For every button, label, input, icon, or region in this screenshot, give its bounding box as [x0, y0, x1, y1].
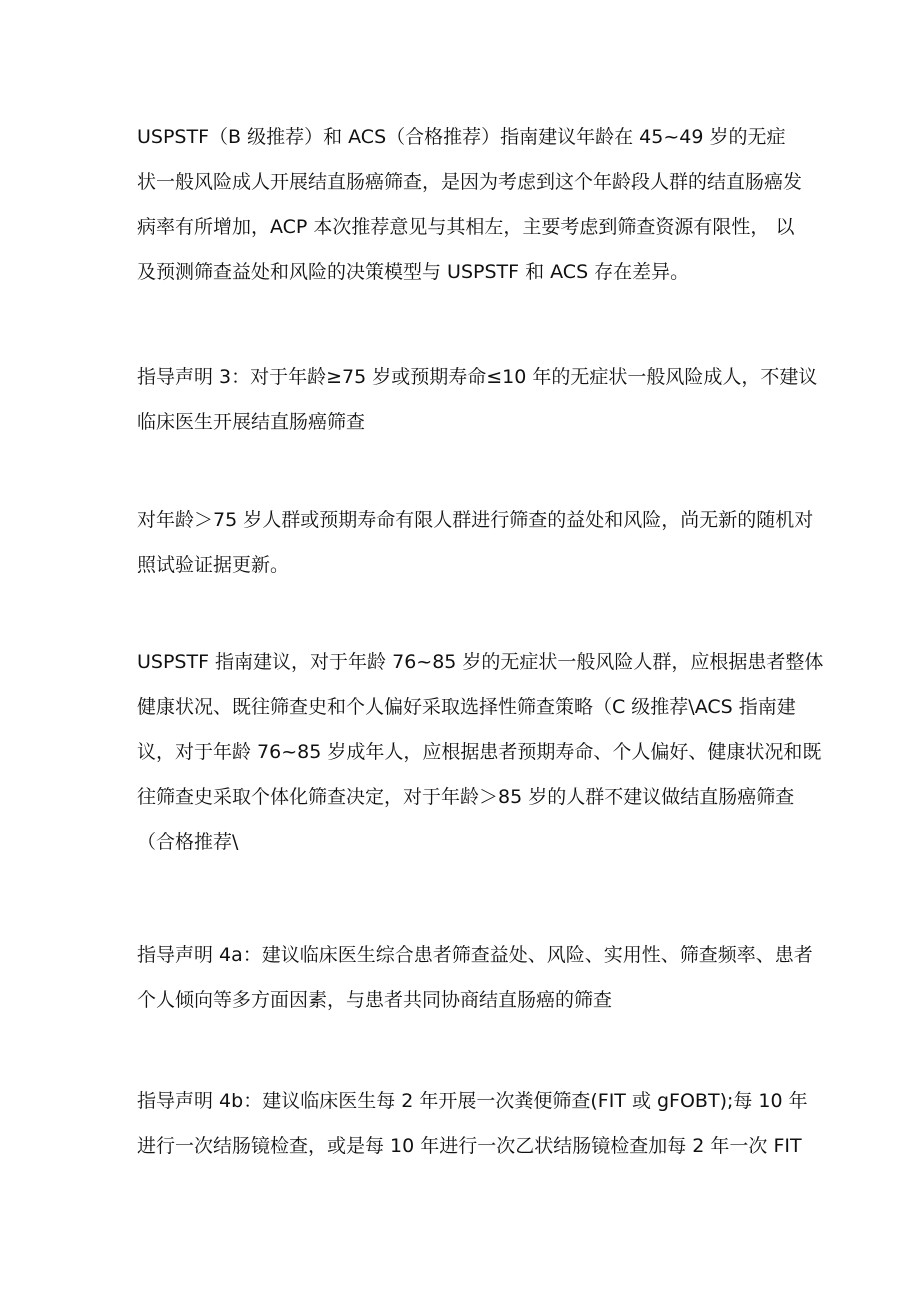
text-line: USPSTF 指南建议，对于年龄 76~85 岁的无症状一般风险人群，应根据患者整体	[137, 651, 824, 673]
paragraph-statement-4b	[137, 1079, 808, 1169]
text-line: 指导声明 3：对于年龄≥75 岁或预期寿命≤10 年的无症状一般风险成人，不建议	[137, 366, 818, 388]
text-line: 及预测筛查益处和风险的决策模型与 USPSTF 和 ACS 存在差异。	[137, 261, 690, 283]
text-line: 照试验证据更新。	[137, 554, 290, 576]
text-line: 往筛查史采取个体化筛查决定，对于年龄＞85 岁的人群不建议做结直肠癌筛查	[137, 786, 795, 808]
text-line: 临床医生开展结直肠癌筛查	[137, 411, 366, 433]
text-line: 对年龄＞75 岁人群或预期寿命有限人群进行筛查的益处和风险，尚无新的随机对	[137, 509, 814, 531]
text-line: 状一般风险成人开展结直肠癌筛查，是因为考虑到这个年龄段人群的结直肠癌发	[137, 171, 803, 193]
text-line: 指导声明 4a：建议临床医生综合患者筛查益处、风险、实用性、筛查频率、患者	[137, 944, 813, 966]
text-line: 议，对于年龄 76~85 岁成年人，应根据患者预期寿命、个人偏好、健康状况和既	[137, 741, 822, 763]
paragraph-statement-3	[137, 355, 818, 445]
paragraph-statement-4a	[137, 933, 813, 1023]
paragraph-age-45-49	[137, 115, 803, 295]
text-line: 进行一次结肠镜检查，或是每 10 年进行一次乙状结肠镜检查加每 2 年一次 FIT	[137, 1135, 802, 1157]
text-line: （合格推荐\	[137, 831, 239, 853]
paragraph-evidence-update	[137, 498, 814, 588]
text-line: USPSTF（B 级推荐）和 ACS（合格推荐）指南建议年龄在 45~49 岁的无症	[137, 126, 786, 148]
text-line: 健康状况、既往筛查史和个人偏好采取选择性筛查策略（C 级推荐\ACS 指南建	[137, 696, 796, 718]
paragraph-uspstf-76-85	[137, 640, 824, 865]
text-line: 个人倾向等多方面因素，与患者共同协商结直肠癌的筛查	[137, 989, 613, 1011]
text-line: 指导声明 4b：建议临床医生每 2 年开展一次粪便筛查(FIT 或 gFOBT);每 10 年	[137, 1090, 808, 1112]
text-line: 病率有所增加，ACP 本次推荐意见与其相左，主要考虑到筛查资源有限性， 以	[137, 216, 795, 238]
